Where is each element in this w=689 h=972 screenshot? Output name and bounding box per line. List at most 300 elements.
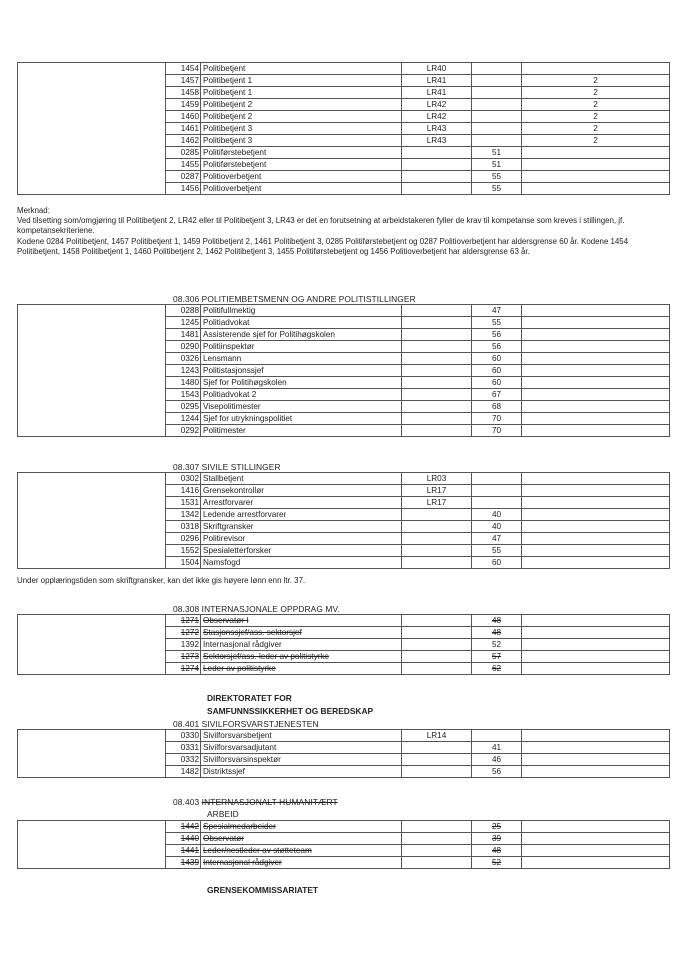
title-cell: Sektorsjef/ass. leder av politistyrke xyxy=(201,651,402,663)
code-cell: 1456 xyxy=(166,183,201,195)
extra-cell xyxy=(522,663,670,675)
lonnsramme-cell xyxy=(402,377,472,389)
spacer-cell xyxy=(18,171,166,183)
extra-cell xyxy=(522,317,670,329)
lonnstrinn-cell xyxy=(472,111,522,123)
lonnsramme-cell xyxy=(402,365,472,377)
title-cell: Politiførstebetjent xyxy=(201,159,402,171)
code-cell: 1416 xyxy=(166,485,201,497)
lonnsramme-cell xyxy=(402,521,472,533)
extra-cell xyxy=(522,425,670,437)
code-cell: 1462 xyxy=(166,135,201,147)
spacer-cell xyxy=(18,730,166,742)
lonnsramme-cell xyxy=(402,545,472,557)
extra-cell xyxy=(522,377,670,389)
extra-cell xyxy=(522,639,670,651)
table-row xyxy=(18,425,670,437)
lonnstrinn-cell: 40 xyxy=(472,521,522,533)
table-row xyxy=(18,533,670,545)
extra-cell xyxy=(522,473,670,485)
code-cell: 0288 xyxy=(166,305,201,317)
lonnstrinn-cell: 56 xyxy=(472,766,522,778)
lonnstrinn-cell: 70 xyxy=(472,413,522,425)
lonnsramme-cell xyxy=(402,147,472,159)
spacer-cell xyxy=(18,425,166,437)
lonnsramme-cell xyxy=(402,159,472,171)
table-row xyxy=(18,845,670,857)
title-cell: Politirevisor xyxy=(201,533,402,545)
lonnsramme-cell xyxy=(402,509,472,521)
spacer-cell xyxy=(18,545,166,557)
lonnsramme-cell xyxy=(402,533,472,545)
spacer-cell xyxy=(18,317,166,329)
code-cell: 1243 xyxy=(166,365,201,377)
table-row xyxy=(18,485,670,497)
extra-cell xyxy=(522,329,670,341)
table-row xyxy=(18,341,670,353)
code-cell: 1460 xyxy=(166,111,201,123)
spacer-cell xyxy=(18,147,166,159)
title-cell: Sjef for utrykningspolitiet xyxy=(201,413,402,425)
spacer-cell xyxy=(18,663,166,675)
lonnstrinn-cell: 55 xyxy=(472,545,522,557)
lonnstrinn-cell: 70 xyxy=(472,425,522,437)
lonnsramme-cell: LR43 xyxy=(402,135,472,147)
table-row xyxy=(18,305,670,317)
spacer-cell xyxy=(18,742,166,754)
title-cell: Observatør I xyxy=(201,615,402,627)
lonnstrinn-cell: 57 xyxy=(472,651,522,663)
section-title-08307: 08.307 SIVILE STILLINGER xyxy=(173,462,281,472)
title-cell: Leder/nestleder av støtteteam xyxy=(201,845,402,857)
spacer-cell xyxy=(18,305,166,317)
extra-cell xyxy=(522,627,670,639)
table-row xyxy=(18,639,670,651)
merknad-paragraph-2: Kodene 0284 Politibetjent, 1457 Politibetjent 1, 1459 Politibetjent 2, 1461 Politibetjent 3, 0285 Politiførstebetjent og 0287 Politioverbetjent har aldersgrense 60 år. Kodene 1454 Politibetjent, 1458 Politibetjent 1, 1460 Politibetjent 2, 1462 Politibetjent 3, 1455 Politiførstebetjent og 1456 Politioverbetjent har aldersgrense 63 år. xyxy=(17,237,629,257)
lonnstrinn-cell: 39 xyxy=(472,833,522,845)
title-cell: Politibetjent 2 xyxy=(201,111,402,123)
lonnstrinn-cell: 46 xyxy=(472,754,522,766)
code-cell: 1531 xyxy=(166,497,201,509)
spacer-cell xyxy=(18,557,166,569)
code-cell: 1504 xyxy=(166,557,201,569)
title-cell: Spesialetterforsker xyxy=(201,545,402,557)
code-cell: 1482 xyxy=(166,766,201,778)
title-cell: Ledende arrestforvarer xyxy=(201,509,402,521)
spacer-cell xyxy=(18,123,166,135)
title-cell: Namsfogd xyxy=(201,557,402,569)
title-cell: Politibetjent 1 xyxy=(201,75,402,87)
extra-cell xyxy=(522,742,670,754)
grensekommissariatet-heading: GRENSEKOMMISSARIATET xyxy=(207,885,319,895)
code-cell: 1342 xyxy=(166,509,201,521)
extra-cell xyxy=(522,730,670,742)
lonnstrinn-cell: 55 xyxy=(472,171,522,183)
spacer-cell xyxy=(18,389,166,401)
extra-cell: 2 xyxy=(522,123,670,135)
lonnstrinn-cell: 48 xyxy=(472,845,522,857)
table-row xyxy=(18,401,670,413)
lonnsramme-cell: LR42 xyxy=(402,99,472,111)
title-cell: Politistasjonssjef xyxy=(201,365,402,377)
lonnsramme-cell xyxy=(402,663,472,675)
lonnsramme-cell xyxy=(402,857,472,869)
spacer-cell xyxy=(18,651,166,663)
spacer-cell xyxy=(18,63,166,75)
lonnsramme-cell xyxy=(402,766,472,778)
extra-cell: 2 xyxy=(522,75,670,87)
section-08307-note: Under opplæringstiden som skriftgransker, kan det ikke gis høyere lønn enn ltr. 37. xyxy=(17,576,306,585)
extra-cell xyxy=(522,341,670,353)
lonnstrinn-cell xyxy=(472,87,522,99)
extra-cell xyxy=(522,497,670,509)
table-row xyxy=(18,75,670,87)
lonnsramme-cell: LR17 xyxy=(402,485,472,497)
table-row xyxy=(18,99,670,111)
spacer-cell xyxy=(18,87,166,99)
lonnstrinn-cell xyxy=(472,99,522,111)
lonnstrinn-cell: 67 xyxy=(472,389,522,401)
lonnsramme-cell: LR17 xyxy=(402,497,472,509)
title-cell: Skriftgransker xyxy=(201,521,402,533)
lonnstrinn-cell: 40 xyxy=(472,509,522,521)
table-row xyxy=(18,329,670,341)
extra-cell: 2 xyxy=(522,135,670,147)
title-cell: Grensekontrollør xyxy=(201,485,402,497)
lonnstrinn-cell: 55 xyxy=(472,317,522,329)
lonnsramme-cell xyxy=(402,742,472,754)
table-row xyxy=(18,833,670,845)
title-cell: Internasjonal rådgiver xyxy=(201,857,402,869)
title-cell: Sivilforsvarsbetjent xyxy=(201,730,402,742)
table-row xyxy=(18,159,670,171)
table-row xyxy=(18,63,670,75)
lonnstrinn-cell: 51 xyxy=(472,159,522,171)
title-cell: Politioverbetjent xyxy=(201,183,402,195)
spacer-cell xyxy=(18,497,166,509)
lonnsramme-cell xyxy=(402,317,472,329)
title-cell: Internasjonal rådgiver xyxy=(201,639,402,651)
extra-cell xyxy=(522,533,670,545)
spacer-cell xyxy=(18,627,166,639)
extra-cell: 2 xyxy=(522,87,670,99)
extra-cell xyxy=(522,833,670,845)
spacer-cell xyxy=(18,639,166,651)
spacer-cell xyxy=(18,353,166,365)
code-cell: 1244 xyxy=(166,413,201,425)
title-cell: Arrestforvarer xyxy=(201,497,402,509)
lonnstrinn-cell xyxy=(472,485,522,497)
code-cell: 1552 xyxy=(166,545,201,557)
table-row xyxy=(18,545,670,557)
extra-cell xyxy=(522,509,670,521)
table-row xyxy=(18,627,670,639)
lonnstrinn-cell: 25 xyxy=(472,821,522,833)
extra-cell xyxy=(522,845,670,857)
code-cell: 1458 xyxy=(166,87,201,99)
lonnstrinn-cell: 52 xyxy=(472,857,522,869)
spacer-cell xyxy=(18,159,166,171)
code-cell: 0326 xyxy=(166,353,201,365)
title-cell: Stallbetjent xyxy=(201,473,402,485)
code-cell: 1543 xyxy=(166,389,201,401)
table-row xyxy=(18,473,670,485)
lonnsramme-cell xyxy=(402,389,472,401)
lonnstrinn-cell xyxy=(472,123,522,135)
extra-cell xyxy=(522,171,670,183)
code-cell: 0292 xyxy=(166,425,201,437)
lonnstrinn-cell xyxy=(472,63,522,75)
section-title-08401: 08.401 SIVILFORSVARSTJENESTEN xyxy=(173,719,319,729)
spacer-cell xyxy=(18,99,166,111)
lonnstrinn-cell xyxy=(472,473,522,485)
table-row xyxy=(18,821,670,833)
table-row xyxy=(18,171,670,183)
spacer-cell xyxy=(18,533,166,545)
code-cell: 0331 xyxy=(166,742,201,754)
table-row xyxy=(18,317,670,329)
code-cell: 1272 xyxy=(166,627,201,639)
section-title-08308: 08.308 INTERNASJONALE OPPDRAG MV. xyxy=(173,604,340,614)
extra-cell xyxy=(522,63,670,75)
title-cell: Politibetjent 3 xyxy=(201,135,402,147)
code-cell: 0287 xyxy=(166,171,201,183)
title-cell: Politiadvokat 2 xyxy=(201,389,402,401)
lonnstrinn-cell: 60 xyxy=(472,377,522,389)
table-row xyxy=(18,365,670,377)
lonnsramme-cell xyxy=(402,627,472,639)
lonnsramme-cell xyxy=(402,413,472,425)
lonnsramme-cell xyxy=(402,425,472,437)
lonnstrinn-cell xyxy=(472,135,522,147)
lonnstrinn-cell: 56 xyxy=(472,341,522,353)
lonnsramme-cell: LR43 xyxy=(402,123,472,135)
table-row xyxy=(18,557,670,569)
dsb-heading-line-1: DIREKTORATET FOR xyxy=(207,693,292,703)
spacer-cell xyxy=(18,833,166,845)
title-cell: Politimester xyxy=(201,425,402,437)
title-cell: Politifullmektig xyxy=(201,305,402,317)
extra-cell xyxy=(522,821,670,833)
spacer-cell xyxy=(18,821,166,833)
extra-cell xyxy=(522,305,670,317)
extra-cell xyxy=(522,857,670,869)
title-cell: Politibetjent 2 xyxy=(201,99,402,111)
table-row xyxy=(18,663,670,675)
lonnsramme-cell xyxy=(402,639,472,651)
title-cell: Stasjonssjef/ass. sektorsjef xyxy=(201,627,402,639)
table-row xyxy=(18,123,670,135)
table-row xyxy=(18,730,670,742)
section-title-08403-line-2: ARBEID xyxy=(207,809,239,819)
spacer-cell xyxy=(18,485,166,497)
code-cell: 1441 xyxy=(166,845,201,857)
lonnsramme-cell: LR42 xyxy=(402,111,472,123)
title-cell: Sivilforsvarsinspektør xyxy=(201,754,402,766)
lonnstrinn-cell xyxy=(472,75,522,87)
dsb-heading-line-2: SAMFUNNSSIKKERHET OG BEREDSKAP xyxy=(207,706,374,716)
lonnstrinn-cell: 48 xyxy=(472,627,522,639)
code-cell: 1457 xyxy=(166,75,201,87)
lonnsramme-cell: LR41 xyxy=(402,87,472,99)
spacer-cell xyxy=(18,857,166,869)
code-cell: 1454 xyxy=(166,63,201,75)
table-row xyxy=(18,742,670,754)
extra-cell: 2 xyxy=(522,111,670,123)
section-title-08403-line-1: INTERNASJONALT HUMANITÆRT xyxy=(201,797,338,807)
lonnsramme-cell: LR03 xyxy=(402,473,472,485)
extra-cell xyxy=(522,485,670,497)
spacer-cell xyxy=(18,329,166,341)
lonnstrinn-cell: 48 xyxy=(472,615,522,627)
lonnsramme-cell xyxy=(402,353,472,365)
title-cell: Visepolitimester xyxy=(201,401,402,413)
table-row xyxy=(18,135,670,147)
table-row xyxy=(18,377,670,389)
spacer-cell xyxy=(18,75,166,87)
extra-cell xyxy=(522,365,670,377)
lonnsramme-cell xyxy=(402,171,472,183)
extra-cell xyxy=(522,754,670,766)
title-cell: Sjef for Politihøgskolen xyxy=(201,377,402,389)
lonnstrinn-cell: 52 xyxy=(472,639,522,651)
spacer-cell xyxy=(18,365,166,377)
lonnstrinn-cell: 47 xyxy=(472,533,522,545)
lonnsramme-cell: LR41 xyxy=(402,75,472,87)
lonnsramme-cell xyxy=(402,845,472,857)
spacer-cell xyxy=(18,377,166,389)
code-cell: 0295 xyxy=(166,401,201,413)
code-cell: 1442 xyxy=(166,821,201,833)
table-row xyxy=(18,147,670,159)
table-row xyxy=(18,651,670,663)
extra-cell xyxy=(522,651,670,663)
spacer-cell xyxy=(18,135,166,147)
spacer-cell xyxy=(18,413,166,425)
extra-cell xyxy=(522,557,670,569)
politibetjent-table xyxy=(17,62,670,195)
title-cell: Observatør xyxy=(201,833,402,845)
code-cell: 1455 xyxy=(166,159,201,171)
code-cell: 1481 xyxy=(166,329,201,341)
lonnsramme-cell: LR40 xyxy=(402,63,472,75)
section-number-08403: 08.403 xyxy=(173,797,200,807)
lonnstrinn-cell: 60 xyxy=(472,365,522,377)
title-cell: Distriktssjef xyxy=(201,766,402,778)
lonnstrinn-cell: 60 xyxy=(472,557,522,569)
lonnsramme-cell xyxy=(402,821,472,833)
spacer-cell xyxy=(18,766,166,778)
table-row xyxy=(18,766,670,778)
code-cell: 1273 xyxy=(166,651,201,663)
spacer-cell xyxy=(18,509,166,521)
lonnsramme-cell: LR14 xyxy=(402,730,472,742)
table-row xyxy=(18,497,670,509)
extra-cell xyxy=(522,545,670,557)
extra-cell xyxy=(522,389,670,401)
lonnsramme-cell xyxy=(402,341,472,353)
title-cell: Politibetjent xyxy=(201,63,402,75)
section-08308-table xyxy=(17,614,670,675)
title-cell: Leder av politistyrke xyxy=(201,663,402,675)
lonnsramme-cell xyxy=(402,557,472,569)
extra-cell xyxy=(522,159,670,171)
merknad-paragraph-1: Ved tilsetting som/omgjøring til Politibetjent 2, LR42 eller til Politibetjent 3, LR43 er det en forutsetning at arbeidstakeren fyller de krav til kompetanse som kreves i stillingen, jf. kompetansekriteriene. xyxy=(17,216,625,236)
table-row xyxy=(18,183,670,195)
lonnstrinn-cell: 60 xyxy=(472,353,522,365)
extra-cell xyxy=(522,413,670,425)
code-cell: 1245 xyxy=(166,317,201,329)
code-cell: 1392 xyxy=(166,639,201,651)
extra-cell xyxy=(522,353,670,365)
lonnsramme-cell xyxy=(402,305,472,317)
spacer-cell xyxy=(18,401,166,413)
title-cell: Sivilforsvarsadjutant xyxy=(201,742,402,754)
title-cell: Politibetjent 3 xyxy=(201,123,402,135)
code-cell: 1440 xyxy=(166,833,201,845)
lonnsramme-cell xyxy=(402,754,472,766)
section-08403-table xyxy=(17,820,670,869)
title-cell: Politiadvokat xyxy=(201,317,402,329)
table-row xyxy=(18,87,670,99)
lonnsramme-cell xyxy=(402,401,472,413)
spacer-cell xyxy=(18,111,166,123)
spacer-cell xyxy=(18,754,166,766)
table-row xyxy=(18,509,670,521)
extra-cell xyxy=(522,615,670,627)
title-cell: Politioverbetjent xyxy=(201,171,402,183)
lonnsramme-cell xyxy=(402,615,472,627)
lonnstrinn-cell xyxy=(472,730,522,742)
lonnsramme-cell xyxy=(402,329,472,341)
section-08306-table xyxy=(17,304,670,437)
lonnstrinn-cell: 51 xyxy=(472,147,522,159)
spacer-cell xyxy=(18,473,166,485)
title-cell: Assisterende sjef for Politihøgskolen xyxy=(201,329,402,341)
table-row xyxy=(18,353,670,365)
code-cell: 1461 xyxy=(166,123,201,135)
table-row xyxy=(18,857,670,869)
title-cell: Politiinspektør xyxy=(201,341,402,353)
lonnstrinn-cell: 68 xyxy=(472,401,522,413)
extra-cell xyxy=(522,521,670,533)
extra-cell xyxy=(522,401,670,413)
spacer-cell xyxy=(18,845,166,857)
section-title-08403 xyxy=(173,797,338,807)
table-row xyxy=(18,111,670,123)
lonnstrinn-cell xyxy=(472,497,522,509)
lonnsramme-cell xyxy=(402,651,472,663)
code-cell: 1271 xyxy=(166,615,201,627)
code-cell: 0332 xyxy=(166,754,201,766)
code-cell: 0330 xyxy=(166,730,201,742)
title-cell: Politibetjent 1 xyxy=(201,87,402,99)
merknad-heading: Merknad: xyxy=(17,206,50,215)
code-cell: 0285 xyxy=(166,147,201,159)
code-cell: 1459 xyxy=(166,99,201,111)
extra-cell xyxy=(522,766,670,778)
table-row xyxy=(18,615,670,627)
title-cell: Lensmann xyxy=(201,353,402,365)
spacer-cell xyxy=(18,615,166,627)
code-cell: 0318 xyxy=(166,521,201,533)
lonnstrinn-cell: 55 xyxy=(472,183,522,195)
section-08401-table xyxy=(17,729,670,778)
lonnstrinn-cell: 62 xyxy=(472,663,522,675)
code-cell: 0290 xyxy=(166,341,201,353)
title-cell: Politiførstebetjent xyxy=(201,147,402,159)
extra-cell xyxy=(522,183,670,195)
